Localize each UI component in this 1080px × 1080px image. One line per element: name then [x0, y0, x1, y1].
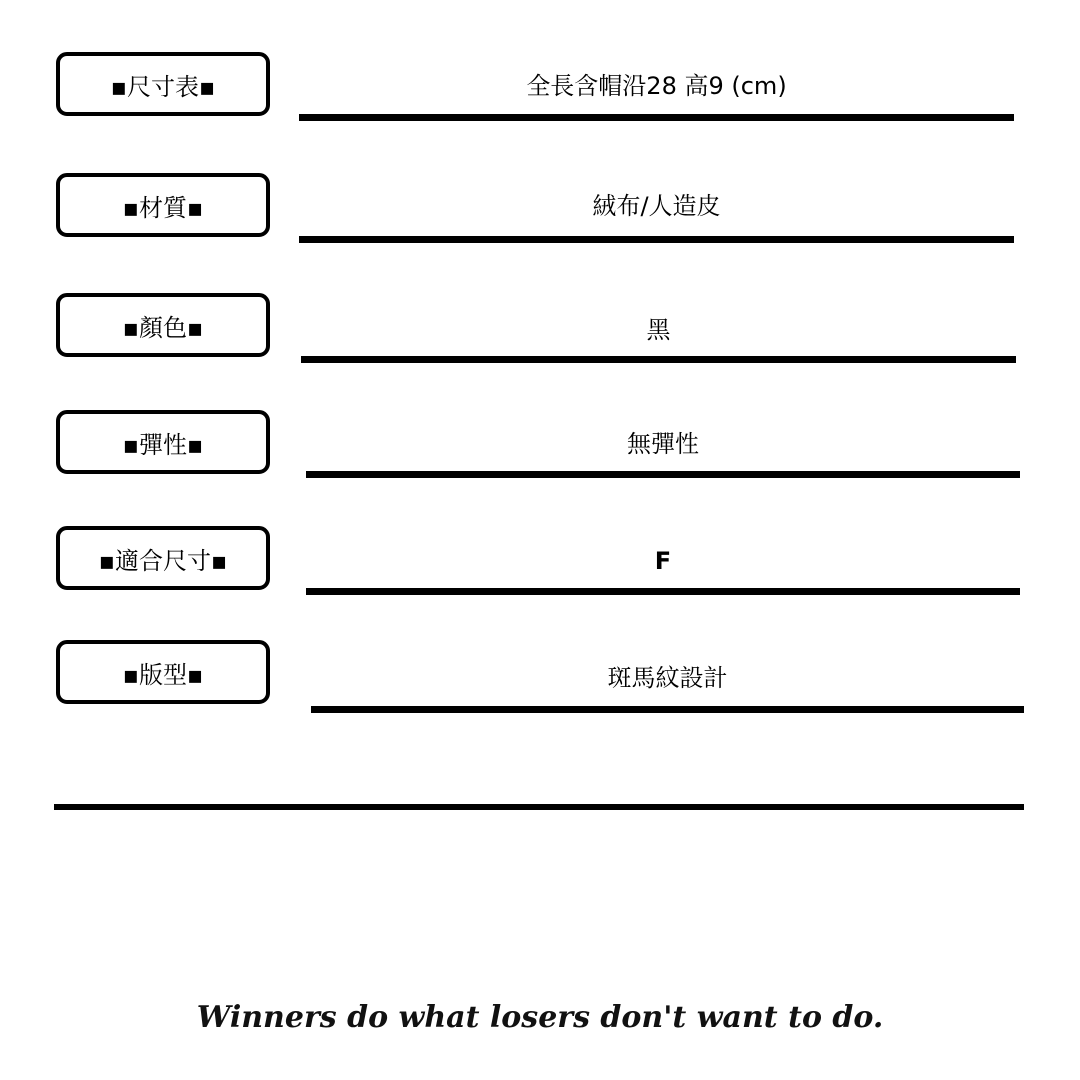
spec-value-material: 絨布/人造皮: [592, 192, 721, 220]
spec-value-size-chart: 全長含帽沿28 高9 (cm): [526, 72, 787, 100]
section-divider: [54, 804, 1024, 810]
spec-label-color: ▪顏色▪: [56, 293, 270, 357]
spec-underline: [306, 471, 1020, 478]
spec-label-fit-size: ▪適合尺寸▪: [56, 526, 270, 590]
spec-label-size-chart: ▪尺寸表▪: [56, 52, 270, 116]
spec-label-style: ▪版型▪: [56, 640, 270, 704]
spec-value-fit-size: F: [654, 547, 672, 575]
spec-underline: [299, 114, 1014, 121]
spec-underline: [311, 706, 1024, 713]
spec-underline: [299, 236, 1014, 243]
spec-label-material: ▪材質▪: [56, 173, 270, 237]
spec-value-style: 斑馬紋設計: [607, 664, 728, 692]
motto-text: Winners do what losers don't want to do.: [196, 1000, 884, 1035]
spec-value-color: 黑: [646, 316, 671, 344]
spec-underline: [306, 588, 1020, 595]
spec-label-elasticity: ▪彈性▪: [56, 410, 270, 474]
spec-underline: [301, 356, 1016, 363]
spec-value-elasticity: 無彈性: [627, 430, 699, 458]
